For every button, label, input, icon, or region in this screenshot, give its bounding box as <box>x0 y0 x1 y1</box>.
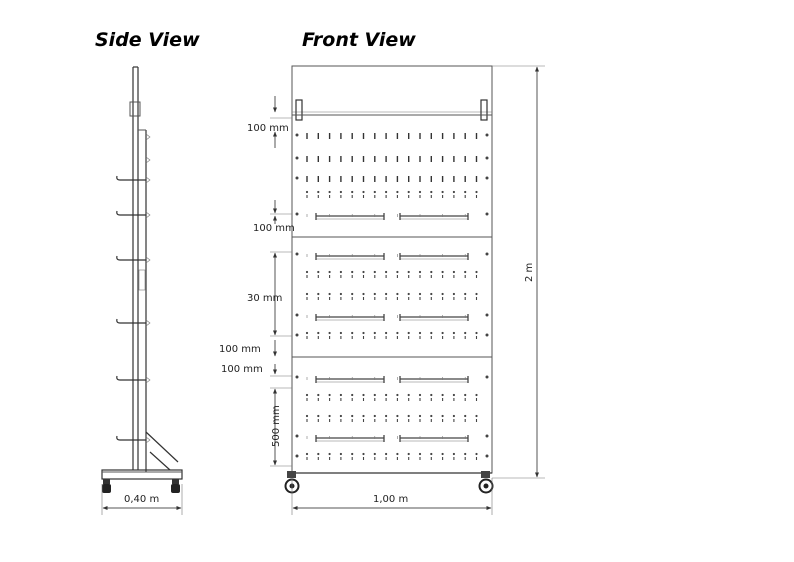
side-wheel-right <box>171 479 180 493</box>
pegboard-panel-2 <box>292 237 492 357</box>
front-view-title: Front View <box>302 29 416 51</box>
side-wheel-left <box>102 479 111 493</box>
dim-panel1-bottom-gap: 100 mm <box>253 223 295 234</box>
dim-panel2-gap: 30 mm <box>247 293 283 304</box>
dim-panel3-top-gap: 100 mm <box>221 364 263 375</box>
side-width-label: 0,40 m <box>124 494 160 505</box>
side-view-title: Side View <box>95 29 200 51</box>
pegboard-panel-3 <box>292 357 492 473</box>
header-panel <box>292 66 492 115</box>
front-view-drawing <box>270 66 545 515</box>
dim-top-gap: 100 mm <box>247 123 289 134</box>
front-width-label: 1,00 m <box>373 494 409 505</box>
side-view-drawing <box>102 67 182 515</box>
front-wheel-right <box>480 471 493 493</box>
dim-panel3-height: 500 mm <box>271 405 282 447</box>
dim-panel2-bottom-gap: 100 mm <box>219 344 261 355</box>
dim-total-height: 2 m <box>524 262 535 282</box>
pegboard-pattern <box>296 133 489 460</box>
